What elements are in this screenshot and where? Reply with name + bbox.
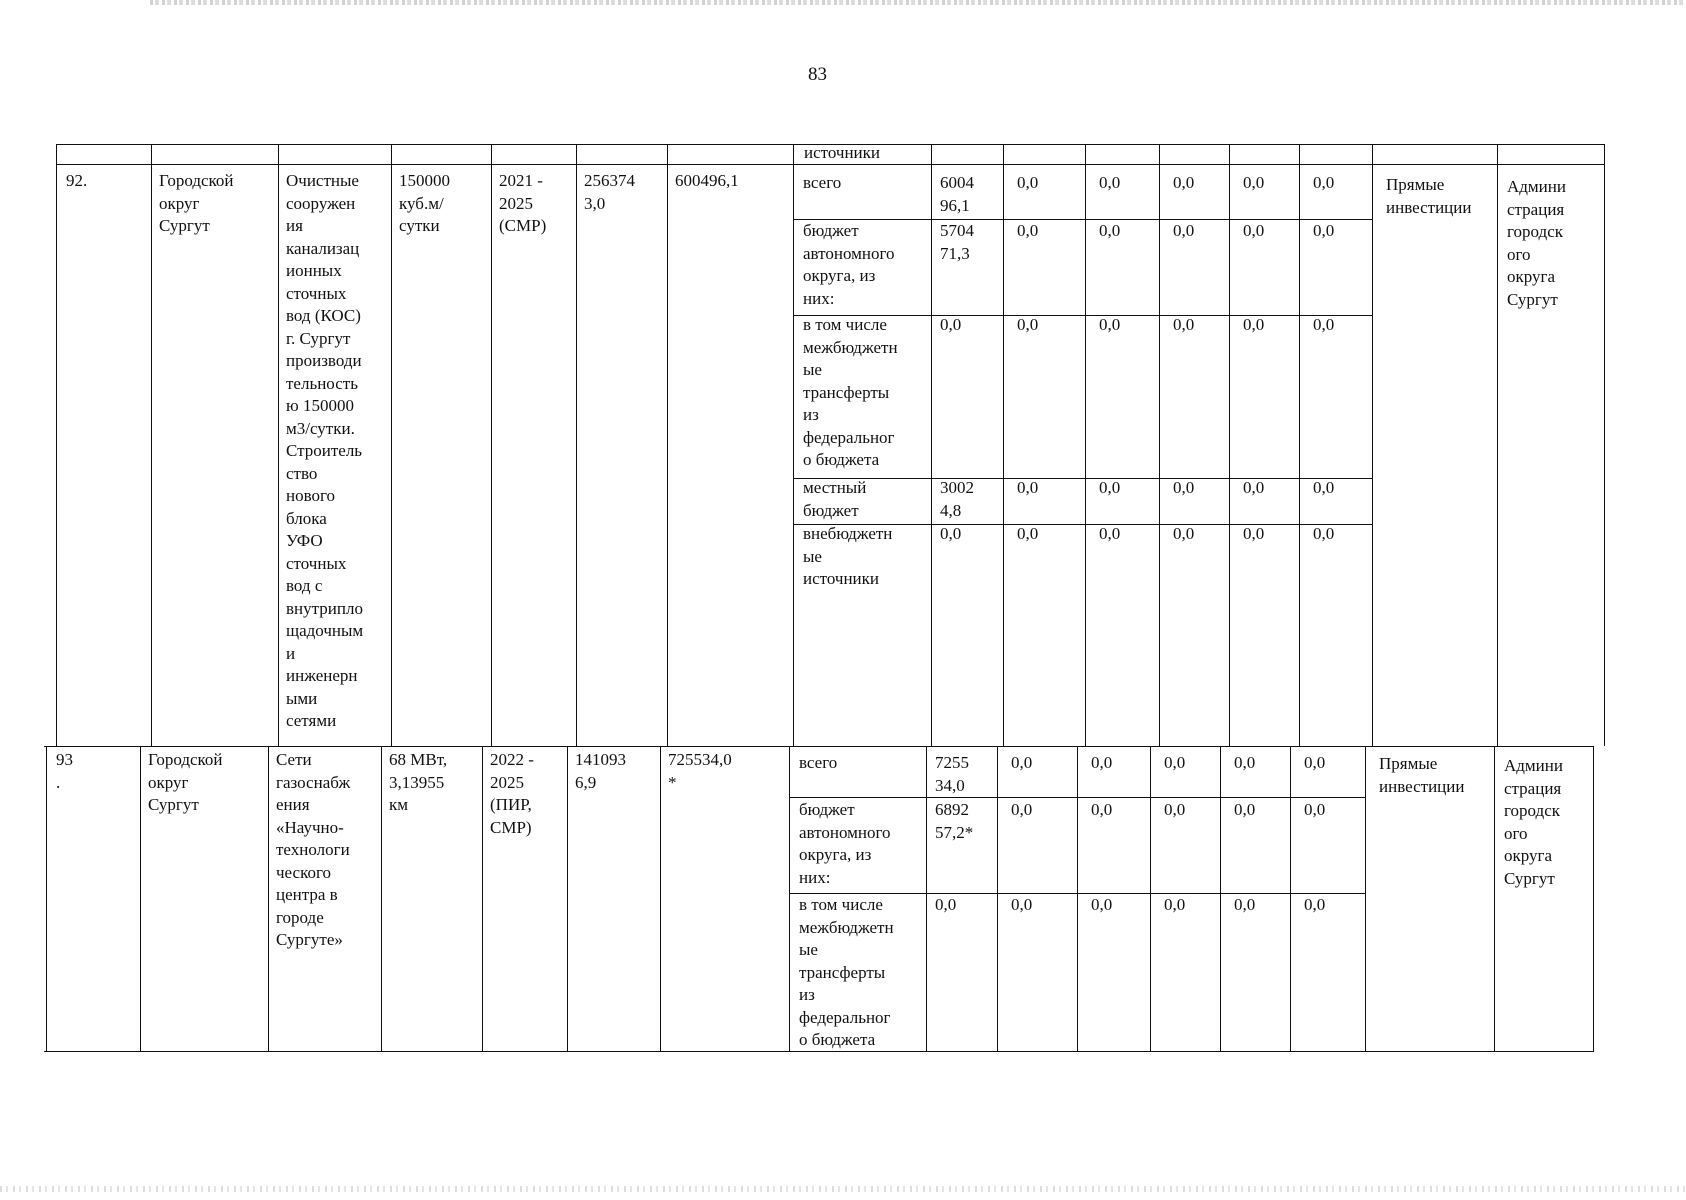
funding-source-total: 0,0 [940, 315, 962, 334]
funding-year-value: 0,0 [1099, 478, 1121, 497]
column-border-10 [1085, 144, 1086, 746]
column-border-lower-3 [381, 746, 382, 1051]
column-border-1 [151, 144, 152, 746]
column-border-lower-4 [482, 746, 483, 1051]
column-border-12 [1229, 144, 1230, 746]
funding-type: Прямые инвестиции [1386, 175, 1472, 217]
funding-year-value: 0,0 [1017, 221, 1039, 240]
funding-year-value: 0,0 [1243, 315, 1265, 334]
column-border-7 [793, 144, 794, 746]
funding-year-value: 0,0 [1173, 221, 1195, 240]
funding-year-value: 0,0 [1243, 173, 1265, 192]
funding-year-value: 0,0 [1011, 895, 1033, 914]
funding-year-value: 0,0 [1313, 478, 1335, 497]
funding-year-value: 0,0 [1313, 221, 1335, 240]
funding-source-total: 0,0 [935, 895, 957, 914]
funding-year-value: 0,0 [1234, 753, 1256, 772]
column-border-lower-1 [140, 746, 141, 1051]
responsible-org: Админи страция городск ого округа Сургут [1504, 756, 1563, 888]
funding-source-name: внебюджетн ые источники [803, 524, 893, 588]
continuation-label: источники [804, 143, 881, 162]
column-border-lower-9 [997, 746, 998, 1051]
funding-year-value: 0,0 [1304, 800, 1326, 819]
row-number: 92. [66, 171, 88, 190]
column-border-lower-10 [1077, 746, 1078, 1051]
estimated-cost: 141093 6,9 [575, 750, 626, 792]
funding-source-name: в том числе межбюджетн ые трансферты из федеральног о бюджета [799, 895, 894, 1049]
row-93-source-divider-0 [789, 797, 1365, 798]
funding-source-total: 5704 71,3 [940, 221, 974, 263]
funding-year-value: 0,0 [1304, 753, 1326, 772]
funding-year-value: 0,0 [1164, 895, 1186, 914]
column-border-16 [1604, 144, 1605, 746]
funding-year-value: 0,0 [1234, 895, 1256, 914]
column-border-0 [56, 144, 57, 746]
row-number: 93 . [56, 750, 73, 792]
funding-year-value: 0,0 [1017, 315, 1039, 334]
funding-source-name: всего [803, 173, 842, 192]
column-border-lower-11 [1150, 746, 1151, 1051]
funding-year-value: 0,0 [1243, 221, 1265, 240]
funding-year-value: 0,0 [1164, 800, 1186, 819]
funding-year-value: 0,0 [1173, 524, 1195, 543]
remaining-cost: 600496,1 [675, 171, 739, 190]
column-border-13 [1299, 144, 1300, 746]
funding-year-value: 0,0 [1011, 753, 1033, 772]
column-border-lower-12 [1220, 746, 1221, 1051]
period: 2022 - 2025 (ПИР, СМР) [490, 750, 534, 837]
column-border-6 [667, 144, 668, 746]
funding-year-value: 0,0 [1091, 895, 1113, 914]
funding-source-total: 7255 34,0 [935, 753, 969, 795]
scan-artifact-bottom [0, 1186, 1686, 1192]
column-border-3 [391, 144, 392, 746]
funding-year-value: 0,0 [1017, 173, 1039, 192]
column-border-9 [1003, 144, 1004, 746]
funding-type: Прямые инвестиции [1379, 754, 1465, 796]
object-name: Сети газоснабж ения «Научно- технологи ческого центра в городе Сургуте» [276, 750, 351, 949]
municipality: Городской округ Сургут [148, 750, 223, 814]
funding-year-value: 0,0 [1313, 173, 1335, 192]
column-border-lower-13 [1290, 746, 1291, 1051]
funding-year-value: 0,0 [1313, 315, 1335, 334]
municipality: Городской округ Сургут [159, 171, 234, 235]
capacity: 68 МВт, 3,13955 км [389, 750, 448, 814]
funding-year-value: 0,0 [1011, 800, 1033, 819]
funding-source-name: бюджет автономного округа, из них: [799, 800, 891, 887]
funding-source-total: 6004 96,1 [940, 173, 974, 215]
funding-year-value: 0,0 [1164, 753, 1186, 772]
column-border-lower-0 [46, 746, 47, 1051]
funding-source-name: бюджет автономного округа, из них: [803, 221, 895, 308]
page-number: 83 [808, 64, 827, 85]
funding-year-value: 0,0 [1099, 173, 1121, 192]
column-border-lower-7 [789, 746, 790, 1051]
funding-year-value: 0,0 [1099, 221, 1121, 240]
column-border-2 [278, 144, 279, 746]
object-name: Очистные сооружен ия канализац ионных сточных вод (КОС) г. Сургут производи тельность ю 150000 м3/сутки. Строитель ство нового блока УФО сточных вод с внутрипло щадочным и инженерн ыми сетями [286, 171, 364, 730]
row-92-source-divider-2 [793, 478, 1372, 479]
funding-year-value: 0,0 [1017, 524, 1039, 543]
column-border-14 [1372, 144, 1373, 746]
column-border-lower-2 [268, 746, 269, 1051]
column-border-lower-6 [660, 746, 661, 1051]
column-border-lower-14 [1365, 746, 1366, 1051]
column-border-15 [1497, 144, 1498, 746]
scan-artifact-top [150, 0, 1686, 5]
responsible-org: Админи страция городск ого округа Сургут [1507, 177, 1566, 309]
funding-year-value: 0,0 [1313, 524, 1335, 543]
capacity: 150000 куб.м/ сутки [399, 171, 450, 235]
funding-year-value: 0,0 [1099, 315, 1121, 334]
funding-year-value: 0,0 [1099, 524, 1121, 543]
funding-source-name: в том числе межбюджетн ые трансферты из федеральног о бюджета [803, 315, 898, 469]
funding-year-value: 0,0 [1243, 524, 1265, 543]
funding-year-value: 0,0 [1234, 800, 1256, 819]
funding-source-total: 0,0 [940, 524, 962, 543]
row-93-top-border [44, 746, 1594, 747]
funding-year-value: 0,0 [1243, 478, 1265, 497]
funding-year-value: 0,0 [1173, 173, 1195, 192]
funding-source-total: 3002 4,8 [940, 478, 974, 520]
funding-source-total: 6892 57,2* [935, 800, 974, 842]
estimated-cost: 256374 3,0 [584, 171, 635, 213]
funding-source-name: местный бюджет [803, 478, 867, 520]
column-border-4 [491, 144, 492, 746]
column-border-lower-15 [1494, 746, 1495, 1051]
period: 2021 - 2025 (СМР) [499, 171, 547, 235]
remaining-cost: 725534,0 * [668, 750, 732, 792]
column-border-lower-16 [1593, 746, 1594, 1051]
funding-year-value: 0,0 [1017, 478, 1039, 497]
column-border-lower-8 [926, 746, 927, 1051]
column-border-lower-5 [567, 746, 568, 1051]
funding-year-value: 0,0 [1091, 800, 1113, 819]
funding-year-value: 0,0 [1304, 895, 1326, 914]
column-border-8 [931, 144, 932, 746]
column-border-11 [1159, 144, 1160, 746]
funding-year-value: 0,0 [1091, 753, 1113, 772]
funding-year-value: 0,0 [1173, 478, 1195, 497]
column-border-5 [576, 144, 577, 746]
funding-year-value: 0,0 [1173, 315, 1195, 334]
funding-source-name: всего [799, 753, 838, 772]
